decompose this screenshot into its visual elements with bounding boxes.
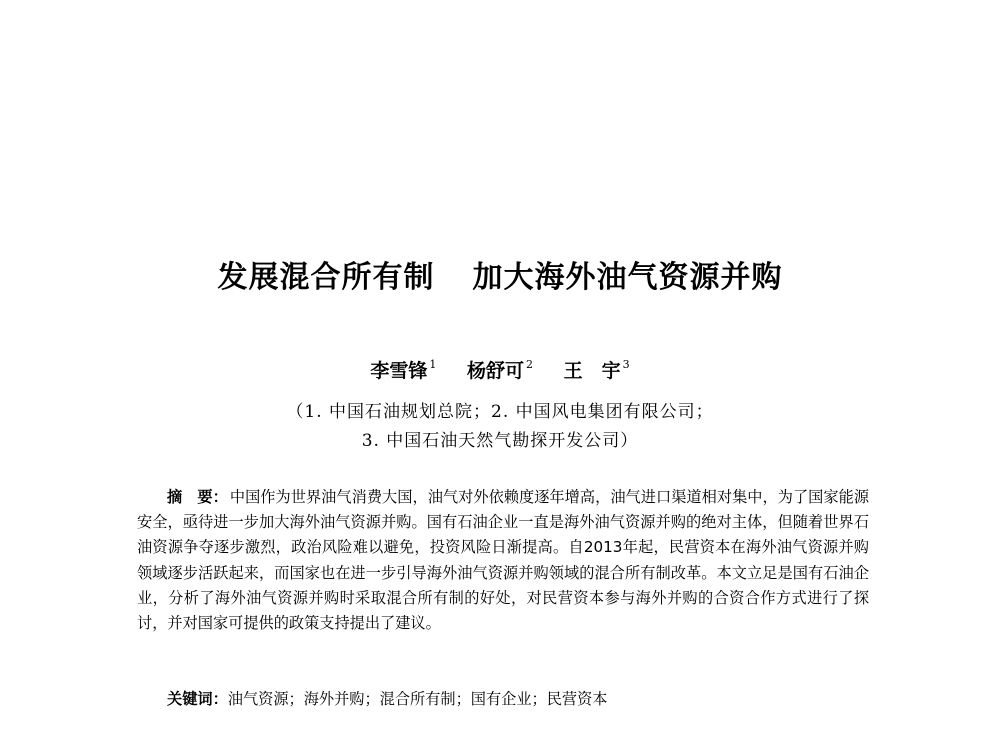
author-affil-mark: 3: [622, 358, 630, 371]
author-3: [564, 356, 630, 383]
title-part-2: 加大海外油气资源并购: [472, 260, 783, 295]
author-affil-mark: 2: [526, 358, 533, 371]
title-part-1: 发展混合所有制: [217, 260, 435, 295]
author-list: [0, 356, 1000, 383]
keywords: [167, 688, 607, 709]
affiliation-line-2: 3. 中国石油天然气勘探开发公司）: [361, 431, 639, 451]
author-name: 王 宇: [563, 360, 621, 382]
author-affil-mark: 1: [429, 358, 437, 371]
abstract-label: 摘 要：: [167, 488, 228, 506]
author-name: 杨舒可: [466, 360, 524, 382]
keywords-text: 油气资源；海外并购；混合所有制；国有企业；民营资本: [227, 690, 608, 708]
affiliation-line-1: （1. 中国石油规划总院；2. 中国风电集团有限公司；: [286, 402, 714, 422]
keywords-label: 关键词：: [167, 690, 228, 708]
author-2: [467, 356, 533, 383]
abstract: [137, 485, 869, 636]
author-1: [370, 356, 436, 383]
author-name: 李雪锋: [370, 360, 428, 382]
paper-title: [0, 252, 1000, 296]
abstract-text: 中国作为世界油气消费大国，油气对外依赖度逐年增高，油气进口渠道相对集中，为了国家能源安全，亟待进一步加大海外油气资源并购。国有石油企业一直是海外油气资源并购的绝对主体，但随着世界石油资源争夺逐步激烈，政治风险难以避免，投资风险日渐提高。自2013年起，民营资本在海外油气资源并购领域逐步活跃起来，而国家也在进一步引导海外油气资源并购领域的混合所有制改革。本文立足是国有石油企业，分析了海外油气资源并购时采取混合所有制的好处，对民营资本参与海外并购的合资合作方式进行了探讨，并对国家可提供的政策支持提出了建议。: [137, 488, 870, 633]
